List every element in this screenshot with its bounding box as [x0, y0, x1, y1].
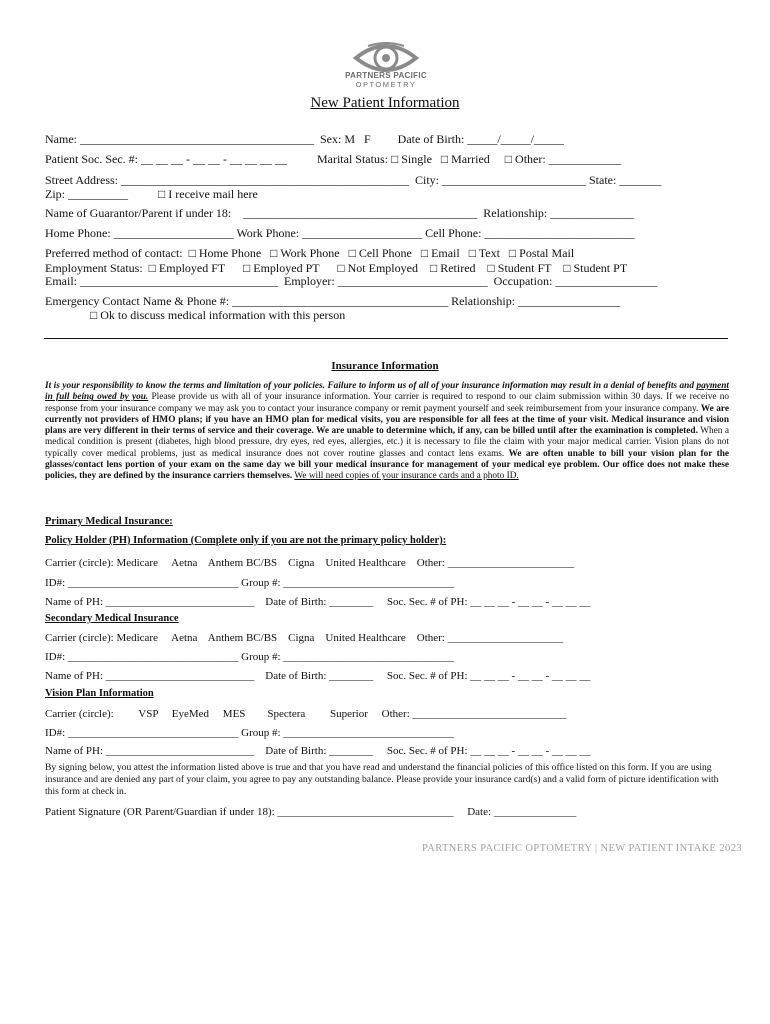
- policy-holder-heading: Policy Holder (PH) Information (Complete only if you are not the primary policy holder):: [45, 535, 447, 546]
- policy-responsibility-text: It is your responsibility to know the terms and limitation of your policies. Failure to inform us of all of your insurance information may result in a denial of benefits and: [45, 381, 697, 391]
- email-employer-row[interactable]: Email: _________________________________ Employer: _________________________ Occupation: _________________: [45, 274, 658, 288]
- address-row[interactable]: Street Address: ________________________________________________ City: ________________________ State: _______: [45, 173, 662, 187]
- discuss-medical-checkbox[interactable]: □ Ok to discuss medical information with this person: [45, 308, 346, 322]
- section-divider: [44, 338, 728, 339]
- policy-payment-text: payment in full being owed by you.: [45, 381, 729, 403]
- ssn-marital-row[interactable]: Patient Soc. Sec. #: __ __ __ - __ __ - __ __ __ __ Marital Status: □ Single □ Married □ Other: ____________: [45, 152, 621, 166]
- policy-cards-text: We will need copies of your insurance cards and a photo ID.: [294, 471, 519, 482]
- contact-method-row[interactable]: Preferred method of contact: □ Home Phone □ Work Phone □ Cell Phone □ Email □ Text □ Postal Mail: [45, 246, 575, 260]
- primary-carrier-row[interactable]: Carrier (circle): Medicare Aetna Anthem BC/BS Cigna United Healthcare Other: _______________________: [45, 557, 575, 569]
- zip-row[interactable]: Zip: __________ □ I receive mail here: [45, 187, 258, 201]
- vision-ph-row[interactable]: Name of PH: ___________________________ Date of Birth: ________ Soc. Sec. # of PH: __ __ __ - __ __ - __ __ __: [45, 745, 591, 757]
- logo-wordmark: [330, 71, 442, 89]
- policy-claims-text: Please provide us with all of your insurance information. Your carrier is required to respond to our claim submission within 30 days. If we receive no response from your insurance company we may ask you to contact your insurance company or remit payment yourself and seek reimbursement from your insurance company.: [45, 392, 730, 414]
- policy-billing-text: We are often unable to bill your vision plan for the glasses/contact lens portion of your exam on the same day we bill your medical insurance for management of your medical eye problem. Our office does not make these policies, they are defined by the insurance carriers themselves.: [45, 448, 729, 482]
- signature-row[interactable]: Patient Signature (OR Parent/Guardian if under 18): ________________________________ Date: _______________: [45, 806, 577, 818]
- phones-row[interactable]: Home Phone: ____________________ Work Phone: ____________________ Cell Phone: _________________________: [45, 226, 635, 240]
- logo-line-1: PARTNERS PACIFIC: [345, 71, 427, 80]
- employment-status-row[interactable]: Employment Status: □ Employed FT □ Employed PT □ Not Employed □ Retired □ Student FT □ Student PT: [45, 261, 628, 275]
- vision-carrier-row[interactable]: Carrier (circle): VSP EyeMed MES Spectera Superior Other: ____________________________: [45, 708, 567, 720]
- insurance-section-title: Insurance Information: [331, 360, 439, 372]
- primary-id-row[interactable]: ID#: _______________________________ Group #: _______________________________: [45, 577, 454, 589]
- primary-insurance-heading: Primary Medical Insurance:: [45, 516, 173, 527]
- policy-hmo-text: We are currently not providers of HMO plans; if you have an HMO plan for medical visits, you are responsible for all fees at the time of your visit. Medical insurance and vision plans are very different in their terms of service and their coverage. We are unable to determine which, if any, can be billed until after the examination is completed.: [45, 403, 730, 437]
- secondary-carrier-row[interactable]: Carrier (circle): Medicare Aetna Anthem BC/BS Cigna United Healthcare Other: _____________________: [45, 632, 564, 644]
- emergency-contact-row[interactable]: Emergency Contact Name & Phone #: ____________________________________ Relationship: _________________: [45, 294, 621, 308]
- consent-statement: By signing below, you attest the information listed above is true and that you have read and understand the financial policies of this office listed on this form. If you are using insurance and are denied any part of your claim, you agree to pay any outstanding balance. Please provide your insurance card(s) and a valid form of picture identification with this form at check in.: [45, 762, 719, 797]
- secondary-insurance-heading: Secondary Medical Insurance: [45, 613, 179, 624]
- page-footer: PARTNERS PACIFIC OPTOMETRY | NEW PATIENT INTAKE 2023: [421, 843, 742, 854]
- guarantor-row[interactable]: Name of Guarantor/Parent if under 18: _______________________________________ Relationship: ______________: [45, 206, 635, 220]
- secondary-id-row[interactable]: ID#: _______________________________ Group #: _______________________________: [45, 651, 454, 663]
- primary-ph-row[interactable]: Name of PH: ___________________________ Date of Birth: ________ Soc. Sec. # of PH: __ __ __ - __ __ - __ __ __: [45, 596, 591, 608]
- vision-plan-heading: Vision Plan Information: [45, 688, 154, 699]
- vision-id-row[interactable]: ID#: _______________________________ Group #: _______________________________: [45, 727, 454, 739]
- name-sex-dob-row[interactable]: Name: _______________________________________ Sex: M F Date of Birth: _____/_____/_____: [45, 132, 564, 146]
- insurance-policy-paragraph: [45, 381, 729, 483]
- page-title: New Patient Information: [310, 95, 460, 111]
- logo-line-2: OPTOMETRY: [355, 80, 417, 89]
- policy-medical-condition-text: When a medical condition is present (diabetes, high blood pressure, dry eyes, red eyes, allergies, etc.) it is necessary to file the claim with your major medical carrier. Vision plans do not typically cover medical problems, just as medical insurance does not cover routine glasses and contact lens exams.: [45, 426, 729, 459]
- secondary-ph-row[interactable]: Name of PH: ___________________________ Date of Birth: ________ Soc. Sec. # of PH: __ __ __ - __ __ - __ __ __: [45, 670, 591, 682]
